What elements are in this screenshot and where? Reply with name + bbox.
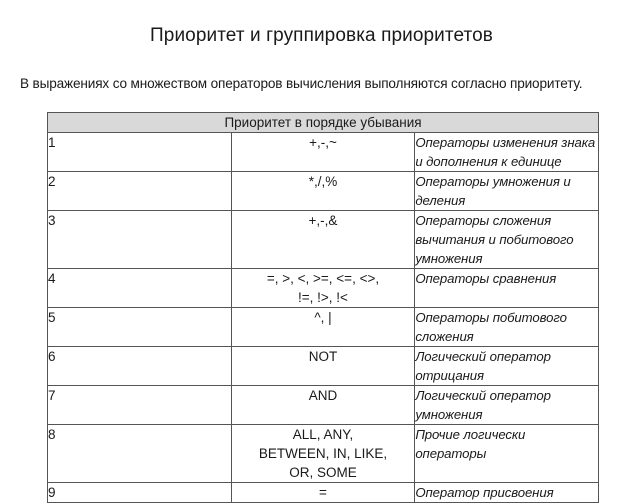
operators-line: *,/,% xyxy=(308,174,338,189)
priority-number: 6 xyxy=(48,347,232,386)
priority-number: 4 xyxy=(48,269,232,308)
table-row xyxy=(48,133,599,172)
priority-number: 8 xyxy=(48,425,232,483)
operators-line: =, >, <, >=, <=, <>, xyxy=(266,271,380,286)
table-row xyxy=(48,483,599,503)
priority-number: 1 xyxy=(48,133,232,172)
operators-cell xyxy=(231,425,415,483)
description-cell: Операторы сравнения xyxy=(415,269,599,308)
operators-cell xyxy=(231,172,415,211)
priority-number: 3 xyxy=(48,211,232,269)
operators-line: ALL, ANY, xyxy=(292,427,354,442)
description-cell: Прочие логически операторы xyxy=(415,425,599,483)
table-header: Приоритет в порядке убывания xyxy=(48,113,599,133)
table-row xyxy=(48,386,599,425)
operators-line: BETWEEN, IN, LIKE, xyxy=(258,446,388,461)
description-cell: Операторы побитового сложения xyxy=(415,308,599,347)
priority-number: 5 xyxy=(48,308,232,347)
operators-line: !=, !>, !< xyxy=(298,290,348,305)
operators-line: +,-,& xyxy=(308,213,338,228)
table-header-row xyxy=(48,113,599,133)
operators-line: NOT xyxy=(308,349,338,364)
operators-cell xyxy=(231,269,415,308)
operators-line: OR, SOME xyxy=(289,465,357,480)
operators-line: ^, | xyxy=(314,310,332,325)
operators-cell xyxy=(231,386,415,425)
description-cell: Оператор присвоения xyxy=(415,483,599,503)
operators-cell xyxy=(231,211,415,269)
table-row xyxy=(48,347,599,386)
intro-text: В выражениях со множеством операторов вычисления выполняются согласно приоритету. xyxy=(20,76,583,91)
operators-line: = xyxy=(319,485,327,500)
operators-cell xyxy=(231,133,415,172)
operators-line: AND xyxy=(308,388,338,403)
operators-cell xyxy=(231,483,415,503)
description-cell: Логический оператор отрицания xyxy=(415,347,599,386)
table-row xyxy=(48,425,599,483)
table-row xyxy=(48,308,599,347)
description-cell: Операторы изменения знака и дополнения к единице xyxy=(415,133,599,172)
priority-number: 7 xyxy=(48,386,232,425)
priority-number: 2 xyxy=(48,172,232,211)
table-row xyxy=(48,172,599,211)
priority-table xyxy=(47,112,599,503)
operators-cell xyxy=(231,347,415,386)
description-cell: Логический оператор умножения xyxy=(415,386,599,425)
page-title: Приоритет и группировка приоритетов xyxy=(150,25,493,46)
priority-number: 9 xyxy=(48,483,232,503)
operators-cell xyxy=(231,308,415,347)
operators-line: +,-,~ xyxy=(309,135,337,150)
table-row xyxy=(48,211,599,269)
description-cell: Операторы сложения вычитания и побитового умножения xyxy=(415,211,599,269)
description-cell: Операторы умножения и деления xyxy=(415,172,599,211)
table-row xyxy=(48,269,599,308)
